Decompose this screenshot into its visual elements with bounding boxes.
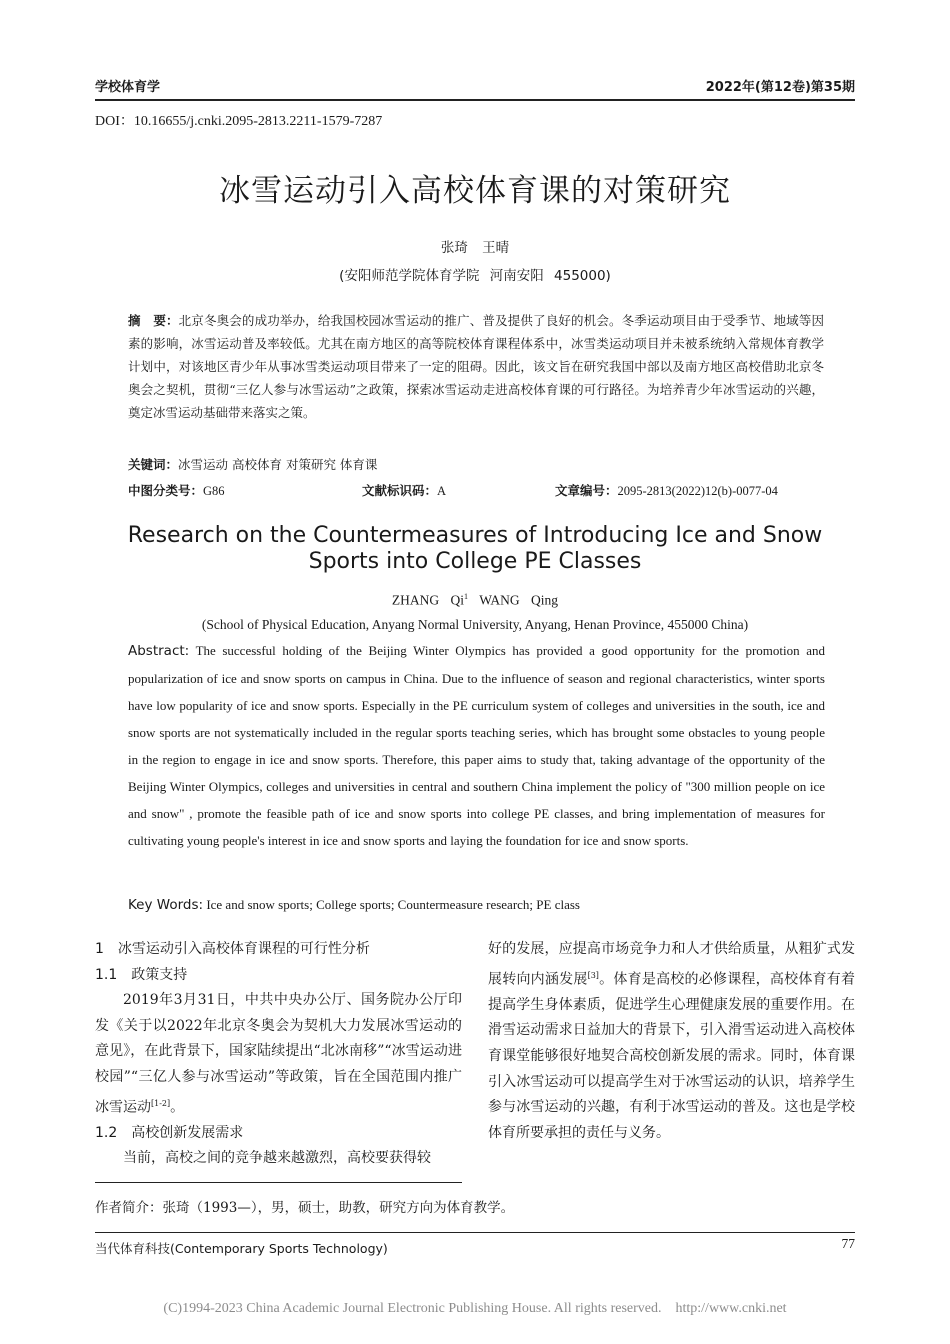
copyright-watermark: (C)1994-2023 China Academic Journal Electronic Publishing House. All rights reserved. http://www.cnki.net (163, 1301, 787, 1316)
article-number-value: 2095-2813(2022)12(b)-0077-04 (617, 484, 778, 498)
footer-journal: 当代体育科技(Contemporary Sports Technology) (95, 1241, 388, 1256)
footer-rule (95, 1232, 855, 1233)
section-1-2-paragraph: 当前，高校之间的竞争越来越激烈，高校要获得较 (123, 1150, 431, 1167)
page-title: 冰雪运动引入高校体育课的对策研究 (219, 173, 731, 209)
document-code-value: A (437, 484, 447, 498)
abstract-en (128, 637, 825, 854)
section-1-2-continued (488, 937, 855, 1146)
header-rule (95, 99, 855, 101)
section-1-1-heading: 1.1 政策支持 (95, 966, 188, 983)
document-code-label: 文献标识码： (362, 483, 438, 498)
author-note: 作者简介：张琦（1993—），男，硕士，助教，研究方向为体育教学。 (95, 1200, 515, 1216)
keywords-cn-text: 冰雪运动 高校体育 对策研究 体育课 (178, 457, 378, 472)
citation-1-2: [1-2] (151, 1098, 171, 1108)
section-1-2-heading: 1.2 高校创新发展需求 (95, 1124, 244, 1141)
article-number-label: 文章编号： (555, 483, 618, 498)
footnote-rule (95, 1182, 462, 1183)
document-code (362, 481, 446, 499)
citation-3: [3] (587, 970, 599, 980)
doi-line: DOI：10.16655/j.cnki.2095-2813.2211-1579-7287 (95, 114, 383, 129)
section-1-1-end: 。 (170, 1099, 185, 1116)
keywords-cn-label: 关键词： (128, 457, 179, 472)
section-1-2-text-b: 。体育是高校的必修课程，高校体育有着提高学生身体素质，促进学生心理健康发展的重要作用。在滑雪运动需求日益加大的背景下，引入滑雪运动进入高校体育课堂能够很好地契合高校创新发展的需求。同时，体育课引入冰雪运动可以提高学生对于冰雪运动的认识，培养学生参与冰雪运动的兴趣，有利于冰雪运动的普及。这也是学校体育所要承担的责任与义务。 (488, 971, 856, 1141)
section-1-2-text-a: 好的发展，应提高市场竞争力和人才供给质量，从粗犷式发展转向内涵发展 (488, 941, 855, 988)
authors-cn: 张琦 王晴 (440, 240, 510, 256)
author-en-1: ZHANG Qi (391, 592, 465, 608)
section-1-1-paragraph (95, 988, 462, 1121)
abstract-cn (128, 309, 824, 447)
section-1-heading: 1 冰雪运动引入高校体育课程的可行性分析 (95, 941, 370, 957)
keywords-en-text: Ice and snow sports; College sports; Countermeasure research; PE class (206, 897, 580, 912)
page-number: 77 (841, 1236, 855, 1251)
affiliation-cn: (安阳师范学院体育学院 河南安阳 455000) (339, 268, 611, 284)
abstract-cn-label: 摘 要： (128, 313, 179, 328)
running-header-journal: 学校体育学 (95, 80, 161, 95)
clc-label: 中图分类号： (128, 483, 204, 498)
keywords-cn (128, 455, 377, 473)
title-en-line-1: Research on the Countermeasures of Introducing Ice and Snow (127, 523, 823, 548)
abstract-cn-text: 北京冬奥会的成功举办，给我国校园冰雪运动的推广、普及提供了良好的机会。冬季运动项目由于受季节、地域等因素的影响，冰雪运动普及率较低。尤其在南方地区的高等院校体育课程体系中，冰雪类运动项目并未被系统纳入常规体育教学计划中，对该地区青少年从事冰雪类运动项目带来了一定的阻碍。因此，该文旨在研究我国中部以及南方地区高校借助北京冬奥会之契机，贯彻“三亿人参与冰雪运动”之政策，探索冰雪运动走进高校体育课的可行路径。为培养青少年冰雪运动的兴趣，奠定冰雪运动基础带来落实之策。 (128, 313, 824, 420)
author-en-2: WANG Qing (479, 592, 559, 608)
clc-number (128, 481, 225, 499)
article-number (555, 481, 778, 499)
title-en-line-2: Sports into College PE Classes (308, 549, 642, 574)
keywords-en-label: Key Words: (128, 897, 204, 913)
body-column-left (95, 937, 462, 1172)
clc-value: G86 (203, 484, 225, 498)
author-en-1-mark: 1 (464, 592, 469, 601)
keywords-en (128, 897, 580, 913)
body-column-right (488, 937, 855, 1146)
affiliation-en: (School of Physical Education, Anyang Normal University, Anyang, Henan Province, 455000 China) (201, 617, 749, 632)
section-1-1-text: 2019年3月31日，中共中央办公厅、国务院办公厅印发《关于以2022年北京冬奥会为契机大力发展冰雪运动的意见》，在此背景下，国家陆续提出“北冰南移”“冰雪运动进校园”“三亿人参与冰雪运动”等政策，旨在全国范围内推广冰雪运动 (95, 992, 462, 1116)
abstract-en-text: The successful holding of the Beijing Winter Olympics has provided a good opportunity for the promotion and popularization of ice and snow sports on campus in China. Due to the influence of season and regional characteristics, winter sports have low popularity of ice and snow sports. Especially in the PE curriculum system of colleges and universities in the south, ice and snow sports are not systematically included in the regular sports teaching series, which has brought some obstacles to young people in the region to engage in ice and snow sports. Therefore, this paper aims to study that, taking advantage of the opportunity of the Beijing Winter Olympics, colleges and universities in central and southern China implement the policy of "300 million people on ice and snow" , promote the feasible path of ice and snow sports into college PE classes, and bring implementation of measures for cultivating young people's interest in ice and snow sports and laying the foundation for ice and snow sports. (128, 643, 825, 848)
title-en (0, 523, 950, 575)
abstract-en-label: Abstract: (128, 643, 190, 659)
authors-en (0, 592, 950, 609)
running-header-issue: 2022年(第12卷)第35期 (705, 80, 855, 95)
